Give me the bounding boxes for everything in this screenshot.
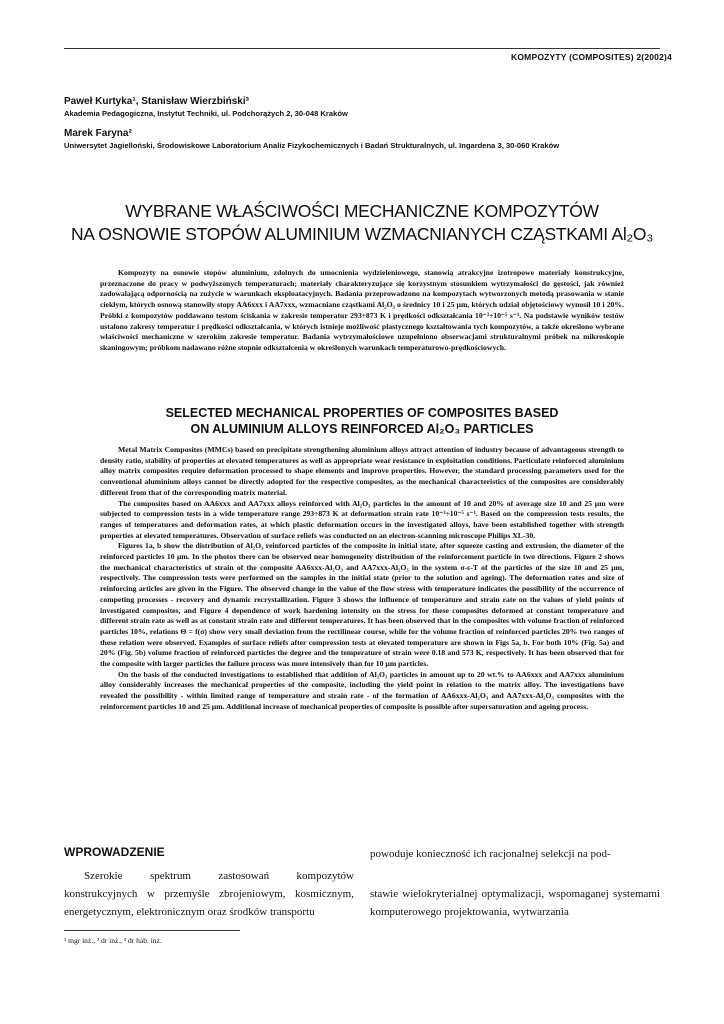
author-names-2: Marek Faryna² [64,128,132,139]
english-title-line-1: SELECTED MECHANICAL PROPERTIES OF COMPOSITES BASED [165,406,559,420]
header-rule [64,48,660,49]
body-column-right-top [370,845,660,863]
section-heading-introduction: WPROWADZENIE [64,845,165,859]
body-paragraph: powoduje konieczność ich racjonalnej selekcji na pod- [370,848,611,860]
english-title-line-2: ON ALUMINIUM ALLOYS REINFORCED Al₂O₃ PARTICLES [190,422,534,436]
polish-title [70,200,654,246]
english-abstract-paragraph: Figures 1a, b show the distribution of Al₂O₃ reinforced particles of the composite in initial state, after squeeze casting and extrusion, the diameter of the reinforced particles 10 µm. In the photos there can be observed near homogeneity distribution of the reinforcement particle in two directions. Figure 2 shows the mechanical characteristics of strain of the composite AA6xxx-Al₂O₃ and AA7xxx-Al₂O₃ in the system σ-ε-T of the particles of the size 10 and 25 µm, respectively. The compression tests were performed on the samples in the initial state (prior to the solution and ageing). The deformation rates and size of reinforcing articles are given in the Figure. The observed change in the value of the flow stress with temperature indicates the possibility of the occurrence of competing processes - recovery and dynamic recrystallization. Figure 3 shows the influence of temperature and strain rate on the values of yield points of investigated composites, and Figure 4 dependence of work hardening intensity on the stress for these composites deformed at constant temperature and different strain rate as well as at constant strain rate and different temperatures. It has been observed that in the composites with volume fraction of reinforced particles 10%, relations Θ = f(σ) show very small deviation from the rectilinear course, while for the volume fraction of reinforced particles 20% two ranges of these relation were observed. Examples of surface reliefs after compression tests at elevated temperature are shown in Figs 5a, b. For both 10% (Fig. 5a) and 20% (Fig. 5b) volume fraction of reinforced particles the degree and the temperature of strain were 0.18 and 573 K, respectively. It has been observed that for the composite with larger particles the failure process was more intensively than for 10 µm particles. [100,541,624,669]
journal-header: KOMPOZYTY (COMPOSITES) 2(2002)4 [511,52,672,62]
affiliation-2: Uniwersytet Jagielloński, Środowiskowe Laboratorium Analiz Fizykochemicznych i Badań Strukturalnych, ul. Ingardena 3, 30-060 Kraków [64,141,560,150]
author-names-1: Paweł Kurtyka¹, Stanisław Wierzbiński³ [64,96,249,107]
english-abstract-paragraph: On the basis of the conducted investigations to established that addition of Al₂O₃ particles in amount up to 20 wt.% to AA6xxx and AA7xxx aluminium alloy considerably increases the mechanical properties of the composite, including the yield point in relation to the matrix alloy. The investigations have revealed the possibility - within limited range of temperature and strain rate - of the formation of AA6xxx-Al₂O₃ and AA7xxx-Al₂O₃ composites with the reinforcement particles 10 and 25 µm. Additional increase of mechanical properties of composite is possible after supersaturation and ageing process. [100,669,624,711]
english-abstract-paragraph: Metal Matrix Composites (MMCs) based on precipitate strengthening aluminium alloys attract attention of industry because of advantageous strength to density ratio, stability of properties at elevated temperatures as well as appropriate wear resistance in exploitation conditions. Particulate reinforced aluminium alloy matrix composites require deformation processed to shape elements and improve properties. However, the standard processing parameters used for the conventional aluminium alloys cannot be directly adopted for the respective composites, as the mechanical characteristics of the composites are considerably different from that of the corresponding matrix material. [100,445,624,497]
english-title [100,405,624,437]
body-paragraph: Szerokie spektrum zastosowań kompozytów konstrukcyjnych w przemyśle zbrojeniowym, kosmicznym, energetycznym, elektronicznym oraz środków transportu [64,870,354,918]
polish-abstract [100,268,624,354]
body-paragraph: stawie wielokryterialnej optymalizacji, wspomaganej systemami komputerowego projektowania, wytwarzania [370,888,660,918]
author-block [64,96,664,150]
footnote-rule [64,930,240,931]
footnote: ¹ mgr inż., ² dr inż., ³ dr hab. inż. [64,936,162,945]
body-column-right-bottom [370,885,660,921]
english-abstract [100,445,624,713]
polish-title-line-1: WYBRANE WŁAŚCIWOŚCI MECHANICZNE KOMPOZYTÓW [125,201,599,221]
english-abstract-paragraph: The composites based on AA6xxx and AA7xxx alloys reinforced with Al₂O₃ particles in the amount of 10 and 20% of average size 10 and 25 µm were subjected to compression tests in a wide temperature range 293÷873 K at deformation strain rate 10⁻³÷10⁻⁵ s⁻¹. Based on the compression tests results, the ranges of temperatures and deformation rates, at which plastic deformation occurs in the investigated alloys, have been established together with strength properties at elevated temperatures. Observation of surface reliefs was conducted on an electron-scanning microscope Philips XL-30. [100,498,624,540]
polish-title-line-2: NA OSNOWIE STOPÓW ALUMINIUM WZMACNIANYCH CZĄSTKAMI Al₂O₃ [70,224,654,244]
affiliation-1: Akademia Pedagogiczna, Instytut Techniki, ul. Podchorążych 2, 30-048 Kraków [64,109,348,118]
polish-abstract-text: Kompozyty na osnowie stopów aluminium, zdolnych do umocnienia wydzieleniowego, stanowią atrakcyjne izotropowe materiały konstrukcyjne, przeznaczone do pracy w podwyższonych temperaturach; materiały charakteryzujące się korzystnym stosunkiem wytrzymałości do gęstości, jak również zadowalającą odpornością na zużycie w warunkach eksploatacyjnych. Badania przeprowadzono na kompozytach wytworzonych metodą prasowania w stanie ciekłym, których osnową stanowiły stopy AA6xxx i AA7xxx, wzmacniane cząstkami Al₂O₃ o średnicy 10 i 25 µm, których udział objętościowy wynosił 10 i 20%. Próbki z kompozytów poddawano testom ściskania w zakresie temperatur 293÷873 K i prędkości odkształcania 10⁻³÷10⁻⁵ s⁻¹. Na podstawie wyników testów ustalono zakresy temperatur i prędkości odkształcania, w których istnieje możliwość plastycznego kształtowania tych kompozytów, a także określono wybrane właściwości mechaniczne w szerokim zakresie temperatur. Badania wytrzymałościowe uzupełniono obserwacjami strukturalnymi próbek na mikroskopie skaningowym; próbkom nadawano różne stopnie odkształcenia w określonych warunkach temperaturowo-prędkościowych. [100,268,624,352]
body-column-left [64,867,354,921]
